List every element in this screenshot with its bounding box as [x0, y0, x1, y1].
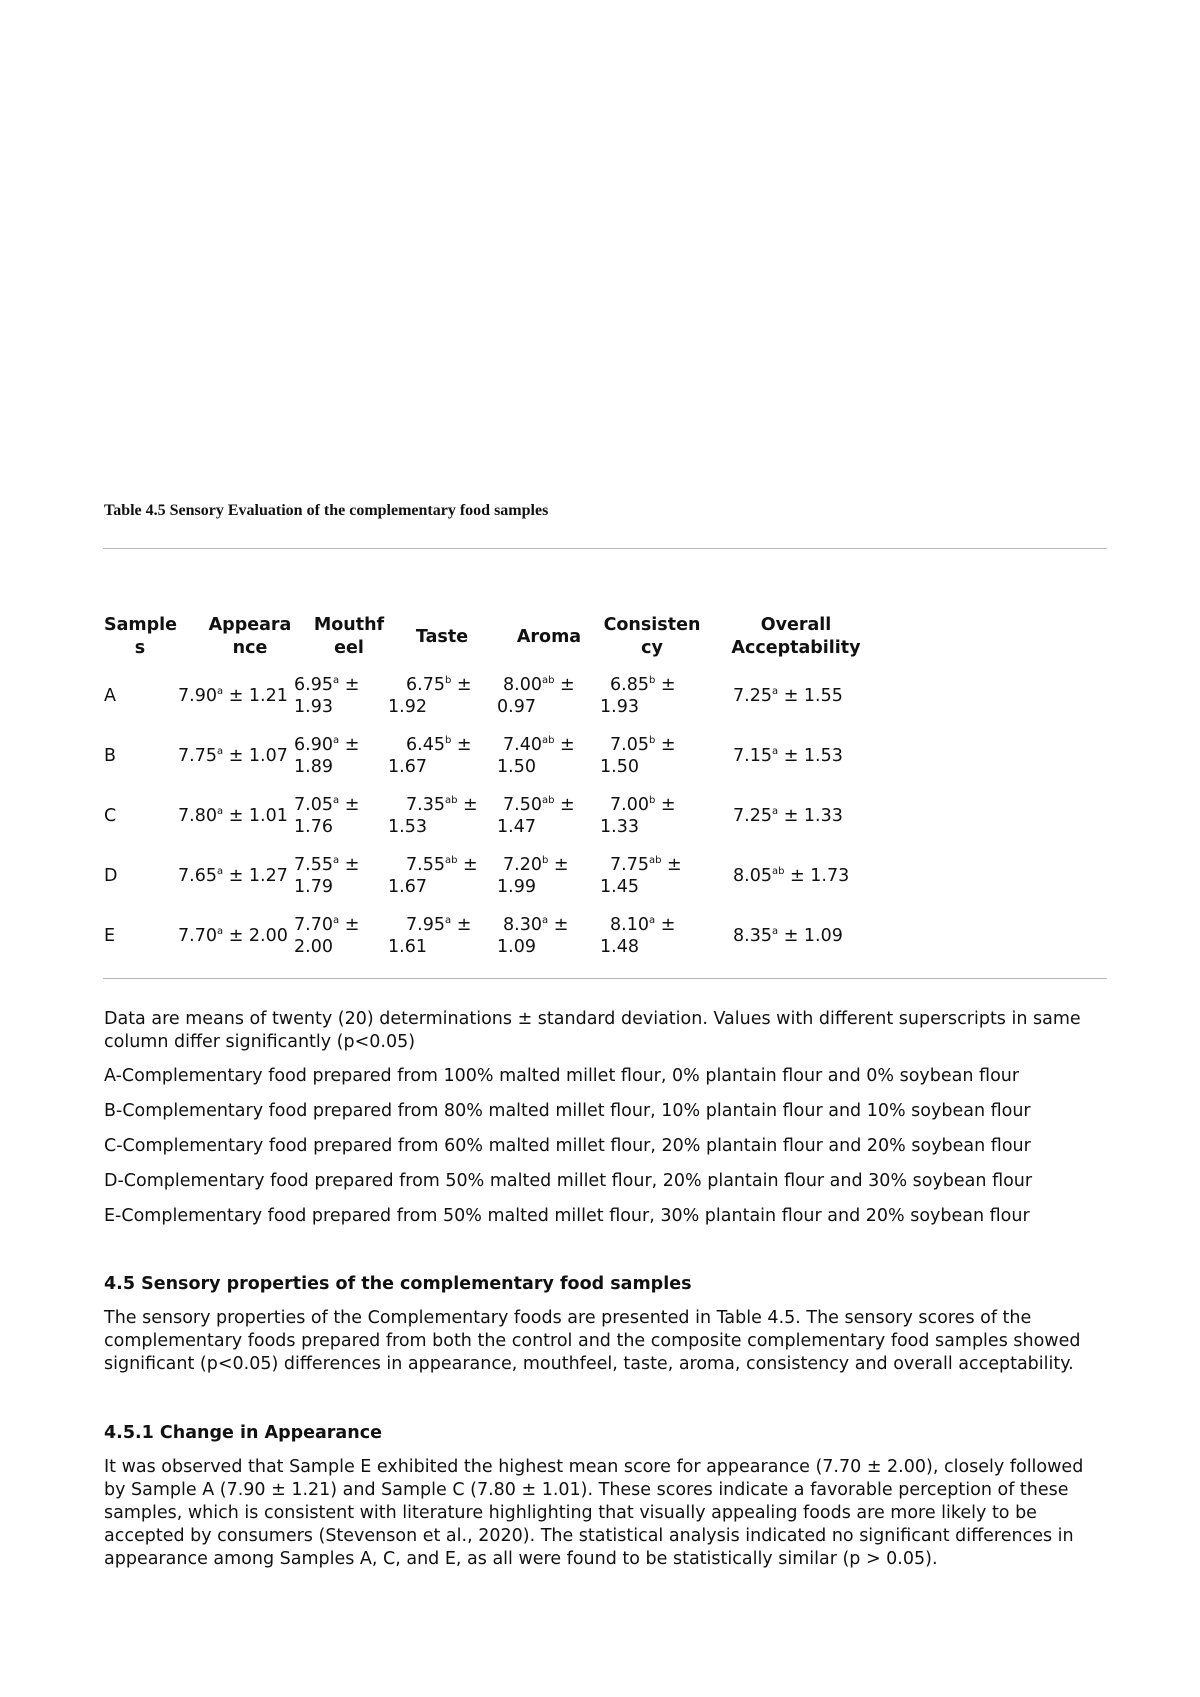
- cell-consistency: 6.85$^b$ ± 1.93: [600, 675, 676, 717]
- legend-item-b: B-Complementary food prepared from 80% malted millet flour, 10% plantain flour and 10% soybean flour: [104, 1101, 1031, 1121]
- section-body-4-5-1: It was observed that Sample E exhibited the highest mean score for appearance (7.70 ± 2.00), closely followed by Sample A (7.90 ± 1.21) and Sample C (7.80 ± 1.01). These scores indicate a favorable perception of these samples, which is consistent with literature highlighting that visually appealing foods are more likely to be accepted by consumers (Stevenson et al., 2020). The statistical analysis indicated no significant differences in appearance among Samples A, C, and E, as all were found to be statistically similar (p > 0.05).: [104, 1457, 1084, 1569]
- cell-mouthfeel: 7.05$^a$ ± 1.76: [294, 795, 360, 837]
- section-body-4-5: The sensory properties of the Complementary foods are presented in Table 4.5. The sensory scores of the complementary foods prepared from both the control and the composite complementary food samples showed significant (p<0.05) differences in appearance, mouthfeel, taste, aroma, consistency and overall acceptability.: [104, 1308, 1081, 1374]
- cell-mouthfeel: 6.95$^a$ ± 1.93: [294, 675, 360, 717]
- section-heading-4-5: 4.5 Sensory properties of the complementary food samples: [104, 1274, 692, 1294]
- section-heading-4-5-1: 4.5.1 Change in Appearance: [104, 1423, 382, 1443]
- cell-mouthfeel: 7.70$^a$ ± 2.00: [294, 915, 360, 957]
- header-consistency: Consisten cy: [603, 615, 701, 658]
- cell-taste: 6.45$^b$ ± 1.67: [388, 735, 472, 777]
- cell-taste: 7.55$^{ab}$ ± 1.67: [388, 855, 478, 897]
- header-aroma: Aroma: [516, 627, 582, 647]
- cell-sample: A: [104, 686, 116, 706]
- legend-item-a: A-Complementary food prepared from 100% malted millet flour, 0% plantain flour and 0% soybean flour: [104, 1066, 1020, 1086]
- cell-taste: 6.75$^b$ ± 1.92: [388, 675, 472, 717]
- cell-overall: 7.25$^a$ ± 1.33: [733, 806, 843, 826]
- cell-sample: C: [104, 806, 117, 826]
- header-overall-acceptability: Overall Acceptability: [731, 615, 861, 658]
- cell-aroma: 7.50$^{ab}$ ± 1.47: [497, 795, 575, 837]
- cell-consistency: 8.10$^a$ ± 1.48: [600, 915, 676, 957]
- cell-overall: 7.25$^a$ ± 1.55: [733, 686, 843, 706]
- cell-aroma: 8.00$^{ab}$ ± 0.97: [497, 675, 575, 717]
- cell-overall: 8.05$^{ab}$ ± 1.73: [733, 866, 850, 886]
- cell-aroma: 7.20$^b$ ± 1.99: [497, 855, 569, 897]
- cell-sample: B: [104, 746, 117, 766]
- cell-sample: E: [104, 926, 116, 946]
- cell-appearance: 7.65$^a$ ± 1.27: [178, 866, 288, 886]
- data-note: Data are means of twenty (20) determinations ± standard deviation. Values with different superscripts in same column differ significantly (p<0.05): [104, 1009, 1081, 1052]
- legend-item-d: D-Complementary food prepared from 50% malted millet flour, 20% plantain flour and 30% soybean flour: [104, 1171, 1033, 1191]
- cell-appearance: 7.70$^a$ ± 2.00: [178, 926, 288, 946]
- cell-overall: 8.35$^a$ ± 1.09: [733, 926, 843, 946]
- cell-aroma: 8.30$^a$ ± 1.09: [497, 915, 569, 957]
- header-taste: Taste: [415, 627, 469, 647]
- header-mouthfeel: Mouthf eel: [313, 615, 385, 658]
- cell-sample: D: [104, 866, 118, 886]
- cell-appearance: 7.75$^a$ ± 1.07: [178, 746, 288, 766]
- header-appearance: Appeara nce: [208, 615, 292, 658]
- cell-taste: 7.35$^{ab}$ ± 1.53: [388, 795, 478, 837]
- cell-taste: 7.95$^a$ ± 1.61: [388, 915, 472, 957]
- cell-aroma: 7.40$^{ab}$ ± 1.50: [497, 735, 575, 777]
- cell-consistency: 7.00$^b$ ± 1.33: [600, 795, 676, 837]
- cell-consistency: 7.05$^b$ ± 1.50: [600, 735, 676, 777]
- table-top-rule: [103, 548, 1107, 549]
- table-caption: Table 4.5 Sensory Evaluation of the complementary food samples: [104, 502, 549, 519]
- cell-mouthfeel: 7.55$^a$ ± 1.79: [294, 855, 360, 897]
- cell-mouthfeel: 6.90$^a$ ± 1.89: [294, 735, 360, 777]
- legend-item-c: C-Complementary food prepared from 60% malted millet flour, 20% plantain flour and 20% soybean flour: [104, 1136, 1031, 1156]
- cell-appearance: 7.90$^a$ ± 1.21: [178, 686, 288, 706]
- header-samples: Sample s: [104, 615, 178, 658]
- cell-overall: 7.15$^a$ ± 1.53: [733, 746, 843, 766]
- cell-consistency: 7.75$^{ab}$ ± 1.45: [600, 855, 682, 897]
- table-bottom-rule: [103, 978, 1107, 979]
- cell-appearance: 7.80$^a$ ± 1.01: [178, 806, 288, 826]
- legend-item-e: E-Complementary food prepared from 50% malted millet flour, 30% plantain flour and 20% soybean flour: [104, 1206, 1030, 1226]
